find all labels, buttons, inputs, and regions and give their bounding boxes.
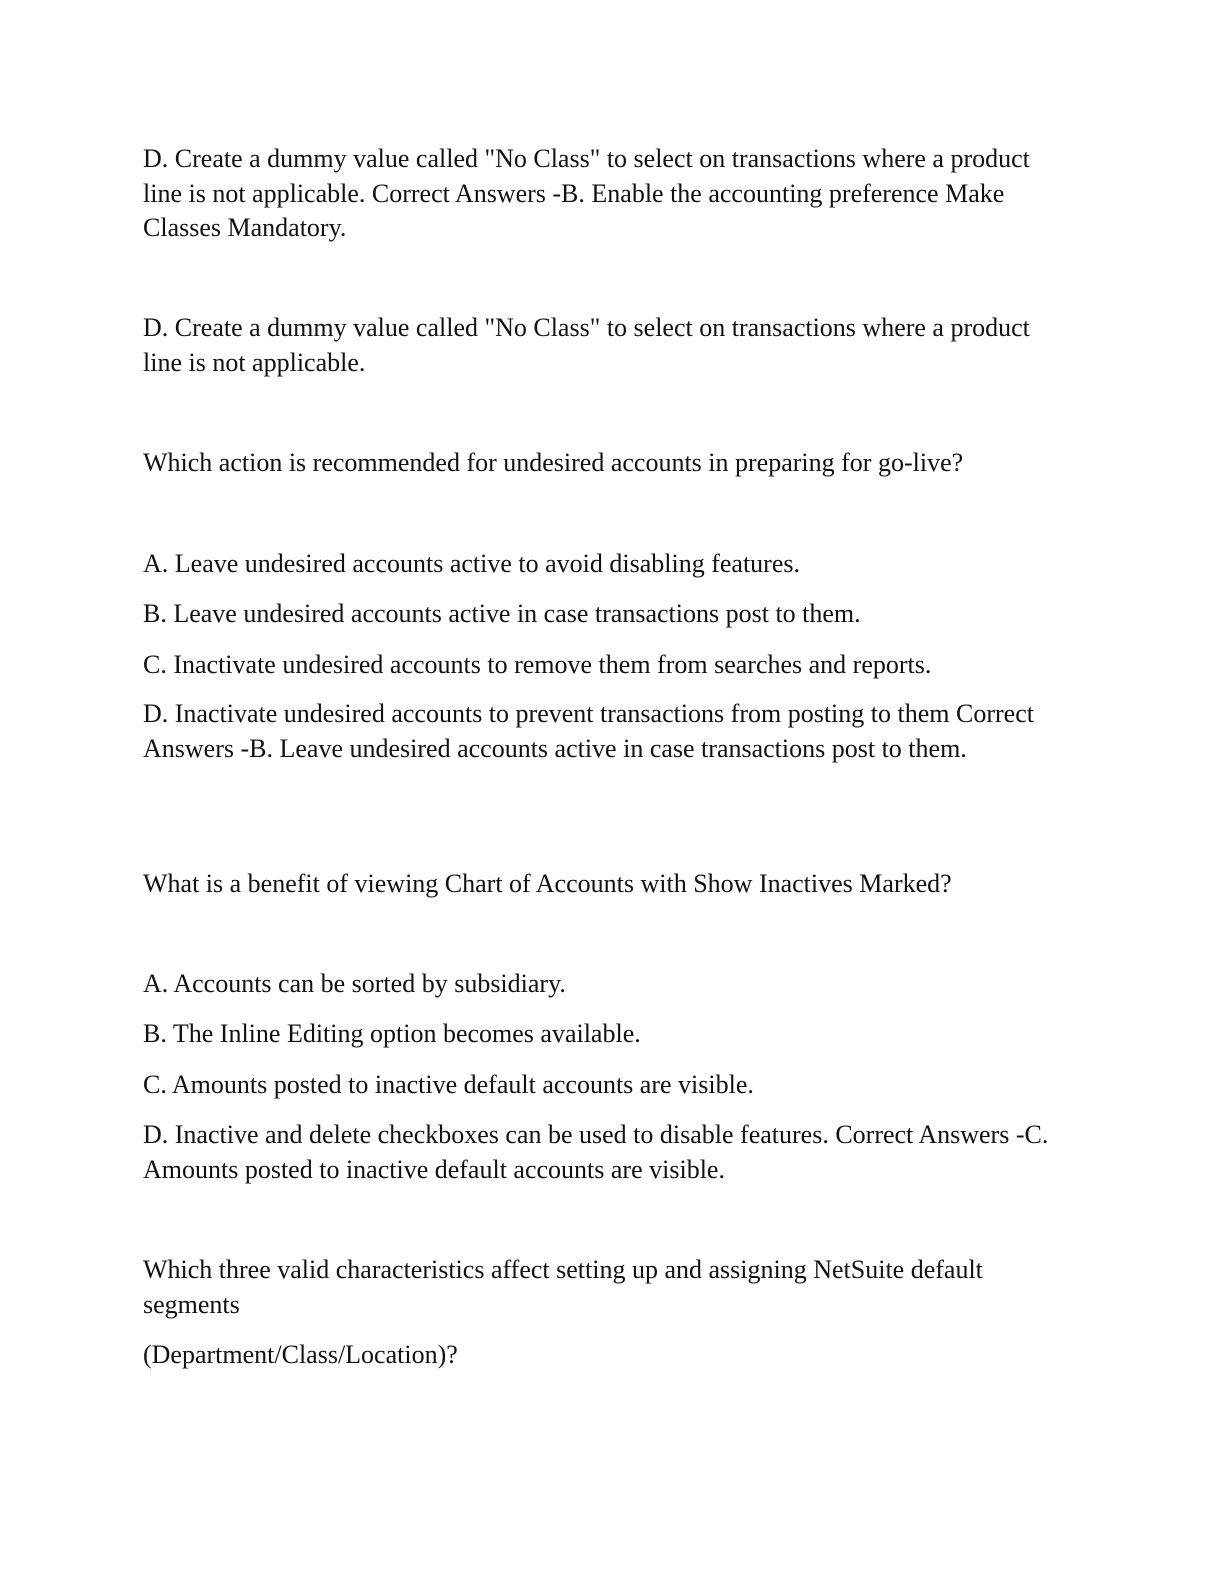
option-paragraph: A. Accounts can be sorted by subsidiary.	[143, 969, 566, 998]
option-paragraph: B. The Inline Editing option becomes available.	[143, 1019, 641, 1048]
option-paragraph: C. Inactivate undesired accounts to remove them from searches and reports.	[143, 650, 932, 679]
question-paragraph: Which three valid characteristics affect setting up and assigning NetSuite default segments	[143, 1255, 983, 1319]
question-paragraph: What is a benefit of viewing Chart of Accounts with Show Inactives Marked?	[143, 869, 952, 898]
answer-paragraph: D. Create a dummy value called "No Class" to select on transactions where a product line is not applicable. Correct Answers -B. Enable the accounting preference Make Classes Mandatory.	[143, 144, 1030, 242]
answer-paragraph: D. Inactive and delete checkboxes can be used to disable features. Correct Answers -C. Amounts posted to inactive default accounts are visible.	[143, 1120, 1049, 1184]
question-paragraph: (Department/Class/Location)?	[143, 1340, 458, 1369]
answer-paragraph: D. Inactivate undesired accounts to prevent transactions from posting to them Correct Answers -B. Leave undesired accounts active in case transactions post to them.	[143, 699, 1034, 763]
option-paragraph: A. Leave undesired accounts active to avoid disabling features.	[143, 549, 800, 578]
question-paragraph: Which action is recommended for undesired accounts in preparing for go-live?	[143, 448, 964, 477]
option-paragraph: C. Amounts posted to inactive default accounts are visible.	[143, 1070, 754, 1099]
option-paragraph: B. Leave undesired accounts active in case transactions post to them.	[143, 599, 861, 628]
option-paragraph: D. Create a dummy value called "No Class" to select on transactions where a product line is not applicable.	[143, 313, 1030, 377]
